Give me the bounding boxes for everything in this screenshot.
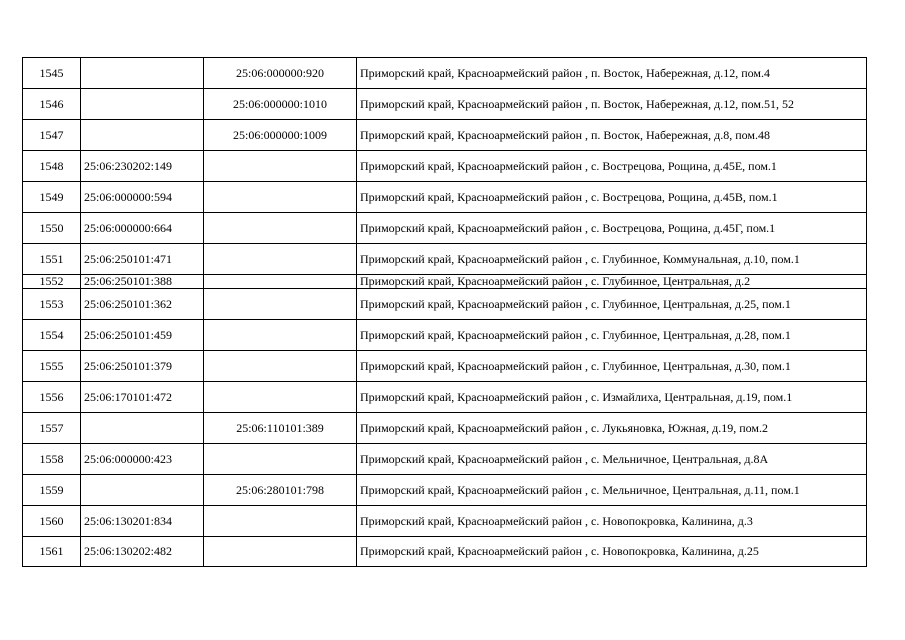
cadastral-number-building: 25:06:170101:472 [81, 382, 204, 413]
address: Приморский край, Красноармейский район , с. Вострецова, Рощина, д.45Г, пом.1 [357, 213, 867, 244]
row-number: 1551 [23, 244, 81, 275]
cadastral-number-room [204, 382, 357, 413]
row-number: 1553 [23, 289, 81, 320]
address: Приморский край, Красноармейский район , с. Вострецова, Рощина, д.45В, пом.1 [357, 182, 867, 213]
address: Приморский край, Красноармейский район , с. Мельничное, Центральная, д.8А [357, 444, 867, 475]
cadastral-number-room [204, 444, 357, 475]
row-number: 1550 [23, 213, 81, 244]
cadastral-number-room [204, 506, 357, 537]
row-number: 1560 [23, 506, 81, 537]
cadastral-number-room: 25:06:000000:920 [204, 58, 357, 89]
table-row [23, 151, 867, 182]
address: Приморский край, Красноармейский район , с. Лукьяновка, Южная, д.19, пом.2 [357, 413, 867, 444]
address: Приморский край, Красноармейский район , с. Глубинное, Центральная, д.28, пом.1 [357, 320, 867, 351]
table-row [23, 320, 867, 351]
table-row [23, 413, 867, 444]
cadastral-number-room [204, 289, 357, 320]
table-row [23, 89, 867, 120]
address: Приморский край, Красноармейский район , с. Глубинное, Центральная, д.2 [357, 275, 867, 289]
row-number: 1555 [23, 351, 81, 382]
table-row [23, 506, 867, 537]
address: Приморский край, Красноармейский район , с. Новопокровка, Калинина, д.25 [357, 537, 867, 567]
address: Приморский край, Красноармейский район , п. Восток, Набережная, д.8, пом.48 [357, 120, 867, 151]
cadastral-number-room: 25:06:280101:798 [204, 475, 357, 506]
table-row [23, 475, 867, 506]
table-row [23, 351, 867, 382]
row-number: 1545 [23, 58, 81, 89]
cadastral-number-building: 25:06:000000:594 [81, 182, 204, 213]
row-number: 1547 [23, 120, 81, 151]
cadastral-number-building: 25:06:130202:482 [81, 537, 204, 567]
cadastral-number-room [204, 351, 357, 382]
table-row [23, 382, 867, 413]
address: Приморский край, Красноармейский район , с. Мельничное, Центральная, д.11, пом.1 [357, 475, 867, 506]
cadastral-number-building: 25:06:000000:423 [81, 444, 204, 475]
cadastral-number-building [81, 413, 204, 444]
address: Приморский край, Красноармейский район , п. Восток, Набережная, д.12, пом.51, 52 [357, 89, 867, 120]
cadastral-number-building: 25:06:250101:388 [81, 275, 204, 289]
cadastral-number-building: 25:06:000000:664 [81, 213, 204, 244]
table-row [23, 537, 867, 567]
cadastral-number-building [81, 58, 204, 89]
cadastral-number-room [204, 275, 357, 289]
row-number: 1556 [23, 382, 81, 413]
row-number: 1561 [23, 537, 81, 567]
cadastral-number-room: 25:06:110101:389 [204, 413, 357, 444]
cadastral-number-room [204, 213, 357, 244]
table-row [23, 275, 867, 289]
cadastral-number-building: 25:06:230202:149 [81, 151, 204, 182]
address: Приморский край, Красноармейский район , п. Восток, Набережная, д.12, пом.4 [357, 58, 867, 89]
address: Приморский край, Красноармейский район , с. Глубинное, Центральная, д.25, пом.1 [357, 289, 867, 320]
table-row [23, 444, 867, 475]
row-number: 1552 [23, 275, 81, 289]
cadastral-number-room [204, 244, 357, 275]
cadastral-number-room [204, 151, 357, 182]
property-registry-table [22, 57, 867, 567]
table-row [23, 120, 867, 151]
cadastral-number-room: 25:06:000000:1009 [204, 120, 357, 151]
row-number: 1559 [23, 475, 81, 506]
table-row [23, 289, 867, 320]
address: Приморский край, Красноармейский район , с. Измайлиха, Центральная, д.19, пом.1 [357, 382, 867, 413]
registry-table-body [23, 58, 867, 567]
table-row [23, 213, 867, 244]
address: Приморский край, Красноармейский район , с. Глубинное, Центральная, д.30, пом.1 [357, 351, 867, 382]
cadastral-number-room [204, 182, 357, 213]
row-number: 1549 [23, 182, 81, 213]
cadastral-number-room: 25:06:000000:1010 [204, 89, 357, 120]
cadastral-number-building [81, 89, 204, 120]
cadastral-number-room [204, 320, 357, 351]
row-number: 1548 [23, 151, 81, 182]
cadastral-number-building: 25:06:130201:834 [81, 506, 204, 537]
address: Приморский край, Красноармейский район , с. Новопокровка, Калинина, д.3 [357, 506, 867, 537]
cadastral-number-building [81, 475, 204, 506]
row-number: 1558 [23, 444, 81, 475]
row-number: 1546 [23, 89, 81, 120]
cadastral-number-building: 25:06:250101:362 [81, 289, 204, 320]
cadastral-number-building: 25:06:250101:471 [81, 244, 204, 275]
cadastral-number-building [81, 120, 204, 151]
cadastral-number-building: 25:06:250101:459 [81, 320, 204, 351]
address: Приморский край, Красноармейский район , с. Глубинное, Коммунальная, д.10, пом.1 [357, 244, 867, 275]
table-row [23, 244, 867, 275]
address: Приморский край, Красноармейский район , с. Вострецова, Рощина, д.45Е, пом.1 [357, 151, 867, 182]
table-row [23, 182, 867, 213]
table-row [23, 58, 867, 89]
row-number: 1557 [23, 413, 81, 444]
cadastral-number-room [204, 537, 357, 567]
cadastral-number-building: 25:06:250101:379 [81, 351, 204, 382]
row-number: 1554 [23, 320, 81, 351]
